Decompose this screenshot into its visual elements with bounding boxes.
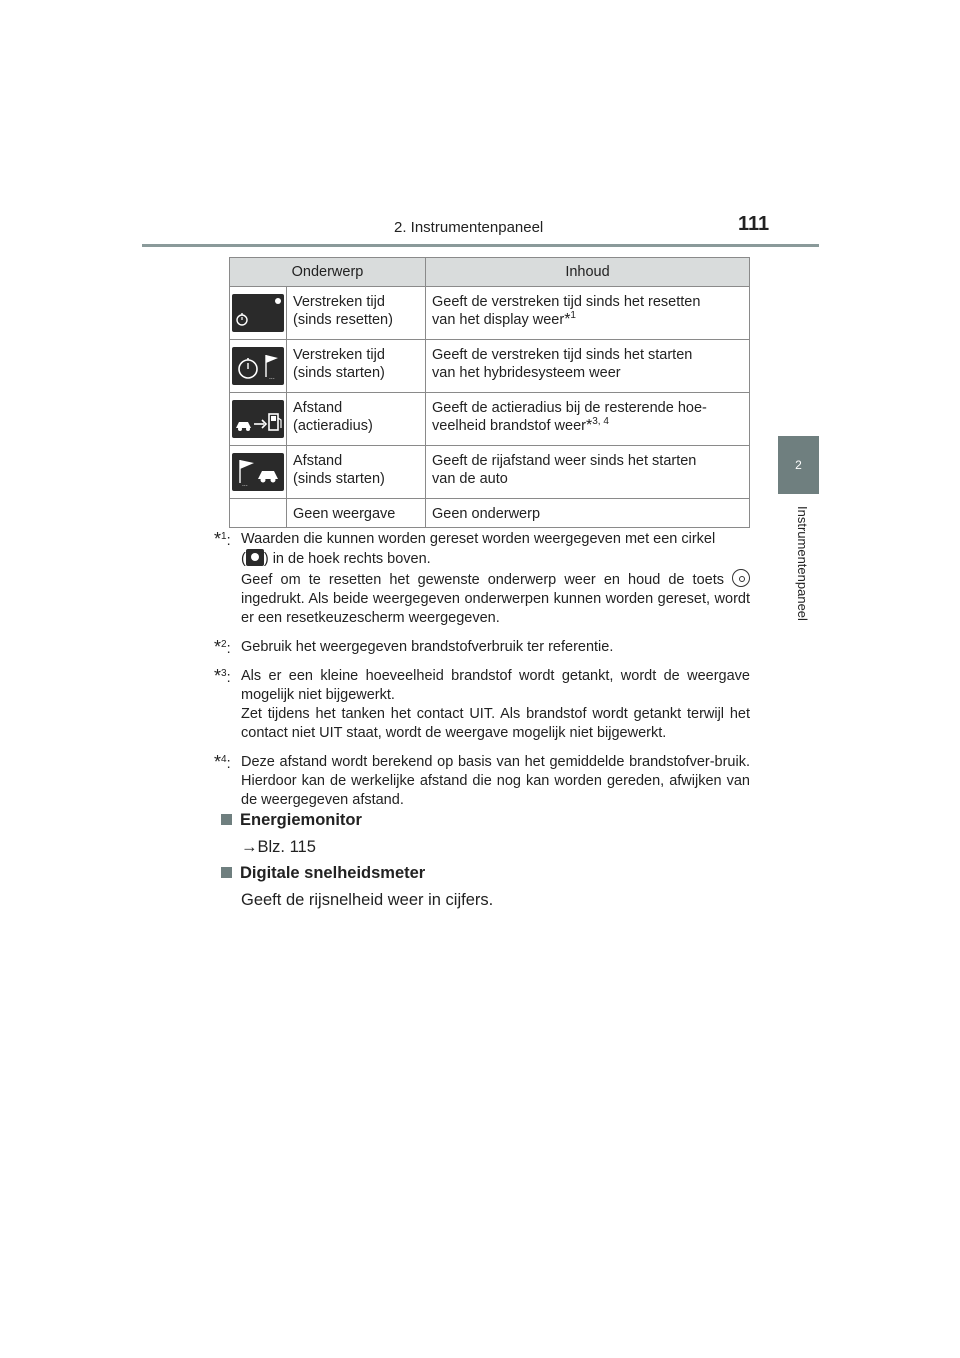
item-name: Geen weergave [287,499,426,528]
display-items-table [229,257,750,528]
bullet-square-icon [221,867,232,878]
table-header-row [230,258,750,287]
item-desc: Geen onderwerp [426,499,750,528]
digital-speedometer-heading: Digitale snelheidsmeter [221,864,425,883]
item-name-sub: (sinds resetten) [293,312,393,328]
item-desc: Geeft de verstreken tijd sinds het starten [432,347,693,363]
item-name: Verstreken tijd [293,347,385,363]
car-fuel-range-icon [232,400,284,438]
footnote-3: *$^3$: Als er een kleine hoeveelheid brandstof wordt getankt, wordt de weergave mogelijk niet bijgewerkt. Zet tijdens het tanken het contact UIT. Als brandstof wordt getankt terwijl het contact niet UIT staat, wordt de weergave mogelijk niet bijgewerkt. [214,666,750,741]
table-row: Afstand (actieradius) Geeft de actieradius bij de resterende hoe- veelheid brandstof weer*$^{3, 4}$ [230,393,750,446]
table-header-subject: Onderwerp [230,258,426,287]
footnote-2: *$^2$: Gebruik het weergegeven brandstofverbruik ter referentie. [214,637,614,657]
item-desc-cont: van het display weer [432,312,565,328]
digital-speedometer-text: Geeft de rijsnelheid weer in cijfers. [241,891,494,909]
energy-monitor-heading: Energiemonitor [221,811,362,830]
item-desc: Geeft de verstreken tijd sinds het resetten [432,294,701,310]
table-row [230,446,750,499]
item-desc-cont: van de auto [432,471,508,487]
footnote-ref: 3, 4 [592,416,609,428]
reset-indicator-icon [246,549,264,566]
energy-monitor-page-ref[interactable]: →Blz. 115 [241,838,316,856]
footnote-ref: 1 [570,310,576,322]
flag-car-distance-icon [232,453,284,491]
svg-text:...: ... [269,374,275,381]
item-name-sub: (sinds starten) [293,471,385,487]
header-rule [142,244,819,247]
item-desc: Geeft de actieradius bij de resterende hoe- [432,400,707,416]
section-title: 2. Instrumentenpaneel [394,219,544,236]
bullet-square-icon [221,814,232,825]
table-header-content: Inhoud [426,258,750,287]
table-row [230,340,750,393]
svg-text:...: ... [242,481,248,488]
chapter-tab[interactable]: 2 [778,436,819,494]
item-desc: Geeft de rijafstand weer sinds het starten [432,453,697,469]
table-row [230,499,750,528]
table-row: Verstreken tijd (sinds resetten) Geeft de verstreken tijd sinds het resetten van het display weer*$^1$ [230,287,750,340]
select-button-icon [732,569,750,587]
item-desc-cont: veelheid brandstof weer [432,418,586,434]
item-name: Afstand [293,400,343,416]
item-desc-cont: van het hybridesysteem weer [432,365,621,381]
stopwatch-flag-icon [232,347,284,385]
item-name: Afstand [293,453,343,469]
page-number: 111 [738,213,770,235]
footnotes [214,530,750,820]
footnote-4: *$^4$: Deze afstand wordt berekend op basis van het gemiddelde brandstofver-bruik. Hierdoor kan de werkelijke afstand die nog kan worden gereden, afwijken van de weergegeven afstand. [214,752,750,808]
footnote-1: *$^1$: Waarden die kunnen worden gereset worden weergegeven met een cirkel ( ) in de hoek rechts boven. Geef om te resetten het gewenste onderwerp weer en houd de toets ingedrukt. Als beide weergegeven onderwerpen kunnen worden gereset, wordt er een resetkeuzescherm weergegeven. [214,529,750,626]
item-name: Verstreken tijd [293,294,385,310]
item-name-sub: (sinds starten) [293,365,385,381]
item-name-sub: (actieradius) [293,418,373,434]
chapter-label: Instrumentenpaneel [795,506,810,621]
stopwatch-reset-icon [232,294,284,332]
